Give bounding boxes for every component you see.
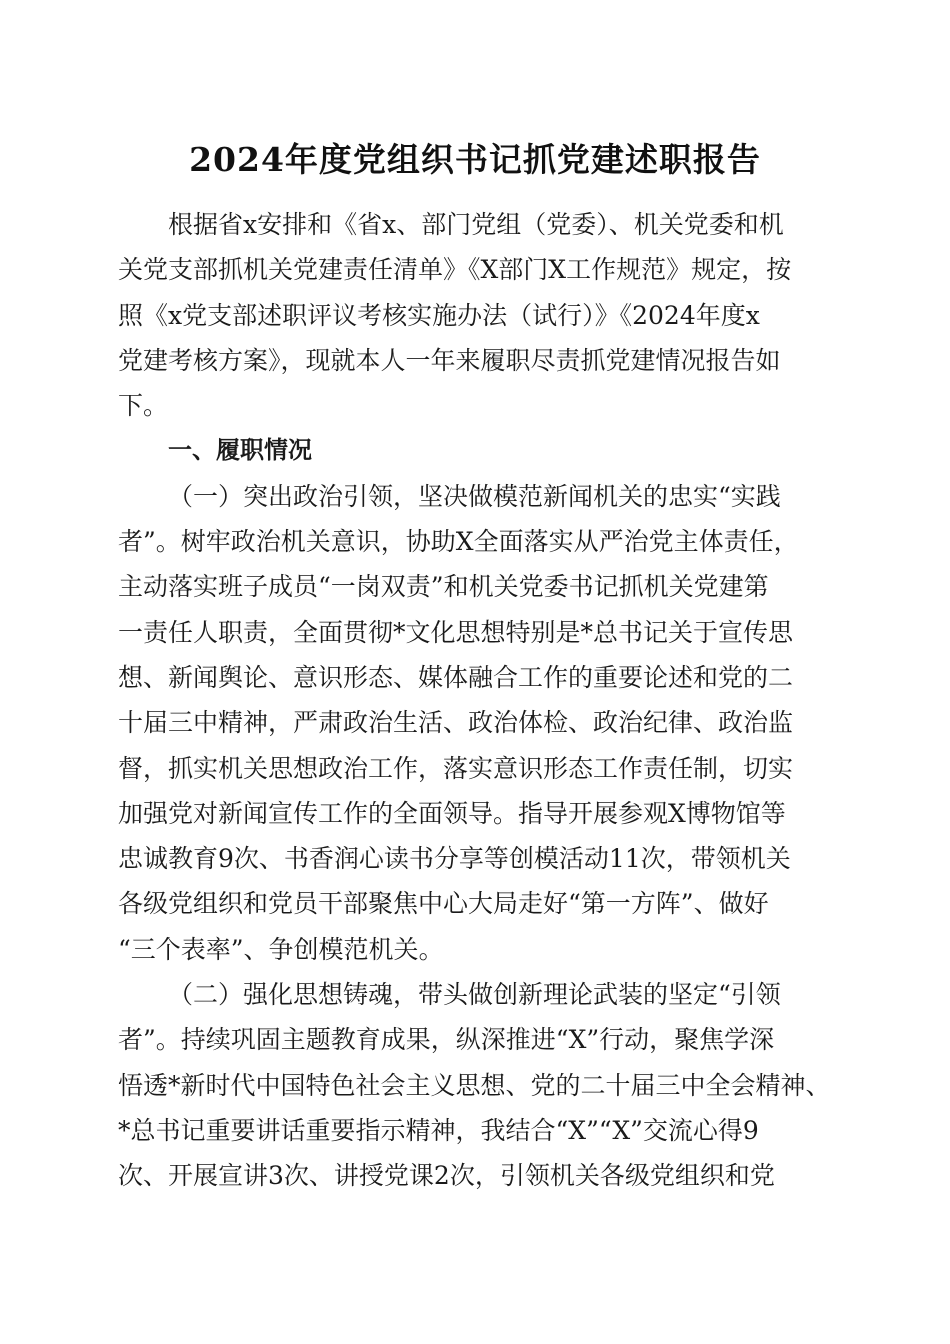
paragraph-line: 十届三中精神，严肃政治生活、政治体检、政治纪律、政治监 bbox=[118, 708, 794, 738]
paragraph-line: 关党支部抓机关党建责任清单》《X部门X工作规范》规定，按 bbox=[118, 255, 792, 285]
paragraph-line: 根据省x安排和《省x、部门党组（党委）、机关党委和机 bbox=[168, 210, 784, 239]
paragraph-line: 主动落实班子成员“一岗双责”和机关党委书记抓机关党建第 bbox=[118, 572, 769, 602]
paragraph-line: 忠诚教育9次、书香润心读书分享等创模活动11次，带领机关 bbox=[118, 844, 791, 874]
paragraph-line: 次、开展宣讲3次、讲授党课2次，引领机关各级党组织和党 bbox=[118, 1161, 775, 1191]
document-body bbox=[118, 202, 831, 1199]
paragraph-line: 下。 bbox=[118, 391, 169, 421]
paragraph-line: *总书记重要讲话重要指示精神，我结合“X”“X”交流心得9 bbox=[118, 1115, 759, 1145]
paragraph-line: 悟透*新时代中国特色社会主义思想、党的二十届三中全会精神、 bbox=[118, 1070, 831, 1100]
paragraph-line: 加强党对新闻宣传工作的全面领导。指导开展参观X博物馆等 bbox=[118, 798, 786, 828]
paragraph-line: 一责任人职责，全面贯彻*文化思想特别是*总书记关于宣传思 bbox=[118, 617, 794, 647]
paragraph-line: 者”。树牢政治机关意识，协助X全面落实从严治党主体责任， bbox=[118, 527, 799, 557]
paragraph-line: （二）强化思想铸魂，带头做创新理论武装的坚定“引领 bbox=[168, 980, 781, 1010]
paragraph-line: “三个表率”、争创模范机关。 bbox=[118, 934, 444, 964]
section-heading: 一、履职情况 bbox=[168, 436, 312, 465]
paragraph-line: 督，抓实机关思想政治工作，落实意识形态工作责任制，切实 bbox=[118, 753, 794, 783]
document-title: 2024年度党组织书记抓党建述职报告 bbox=[189, 140, 761, 179]
paragraph-line: （一）突出政治引领，坚决做模范新闻机关的忠实“实践 bbox=[168, 481, 781, 511]
paragraph-line: 者”。持续巩固主题教育成果，纵深推进“X”行动，聚焦学深 bbox=[118, 1025, 775, 1055]
paragraph-line: 想、新闻舆论、意识形态、媒体融合工作的重要论述和党的二 bbox=[118, 662, 794, 692]
paragraph-line: 各级党组织和党员干部聚焦中心大局走好“第一方阵”、做好 bbox=[118, 889, 769, 919]
paragraph-line: 党建考核方案》，现就本人一年来履职尽责抓党建情况报告如 bbox=[118, 345, 781, 375]
paragraph-line: 照《x党支部述职评议考核实施办法（试行）》《2024年度x bbox=[118, 300, 760, 330]
